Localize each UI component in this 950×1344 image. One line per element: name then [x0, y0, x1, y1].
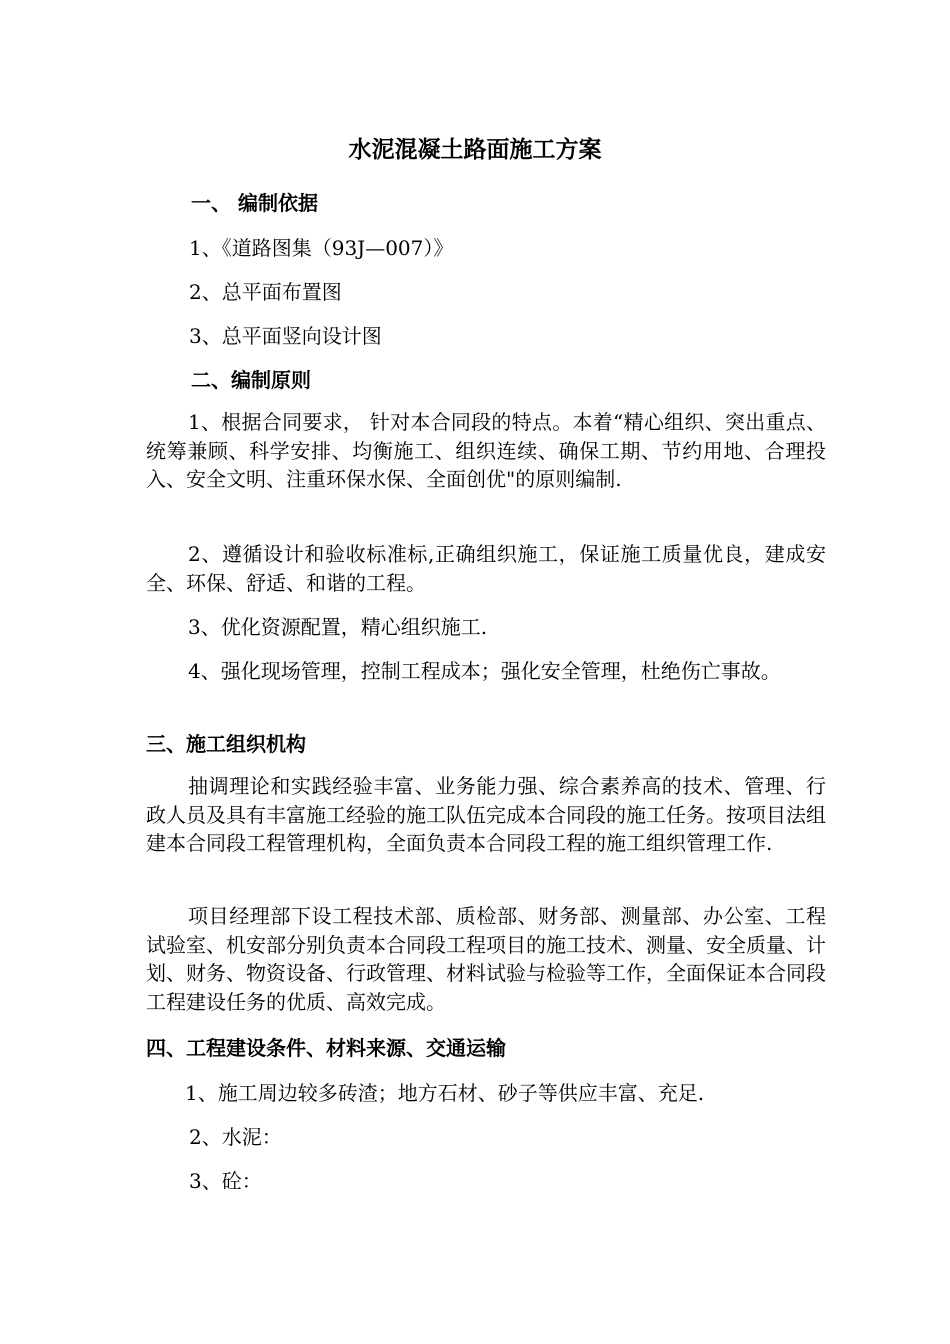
section-heading-2: 二、编制原则: [191, 368, 311, 392]
paragraph: 3、优化资源配置，精心组织施工.: [188, 615, 488, 639]
list-item: 2、总平面布置图: [189, 280, 342, 304]
section-heading-1: 一、 编制依据: [191, 191, 318, 215]
list-item: 2、水泥：: [189, 1125, 282, 1149]
list-item: 1、施工周边较多砖渣；地方石材、砂子等供应丰富、充足.: [185, 1081, 705, 1105]
section-heading-3: 三、施工组织机构: [146, 732, 306, 756]
paragraph: 4、强化现场管理，控制工程成本；强化安全管理，杜绝伤亡事故。: [188, 659, 781, 683]
section-heading-4: 四、工程建设条件、材料来源、交通运输: [146, 1036, 506, 1060]
document-title: 水泥混凝土路面施工方案: [348, 137, 602, 163]
list-item: 1、《道路图集（93J—007）》: [189, 236, 454, 260]
paragraph: 抽调理论和实践经验丰富、业务能力强、综合素养高的技术、管理、行政人员及具有丰富施工经验的施工队伍完成本合同段的施工任务。按项目法组建本合同段工程管理机构，全面负责本合同段工程的施工组织管理工作.: [146, 774, 826, 855]
list-item: 3、总平面竖向设计图: [189, 324, 382, 348]
paragraph: 项目经理部下设工程技术部、质检部、财务部、测量部、办公室、工程试验室、机安部分别负责本合同段工程项目的施工技术、测量、安全质量、计划、财务、物资设备、行政管理、材料试验与检验等工作，全面保证本合同段工程建设任务的优质、高效完成。: [146, 904, 826, 1014]
paragraph: 1、根据合同要求， 针对本合同段的特点。本着“精心组织、突出重点、统筹兼顾、科学安排、均衡施工、组织连续、确保工期、节约用地、合理投入、安全文明、注重环保水保、全面创优"的原则编制.: [146, 410, 826, 491]
list-item: 3、砼：: [189, 1169, 262, 1193]
paragraph: 2、遵循设计和验收标准标,正确组织施工，保证施工质量优良，建成安全、环保、舒适、和谐的工程。: [146, 542, 826, 595]
